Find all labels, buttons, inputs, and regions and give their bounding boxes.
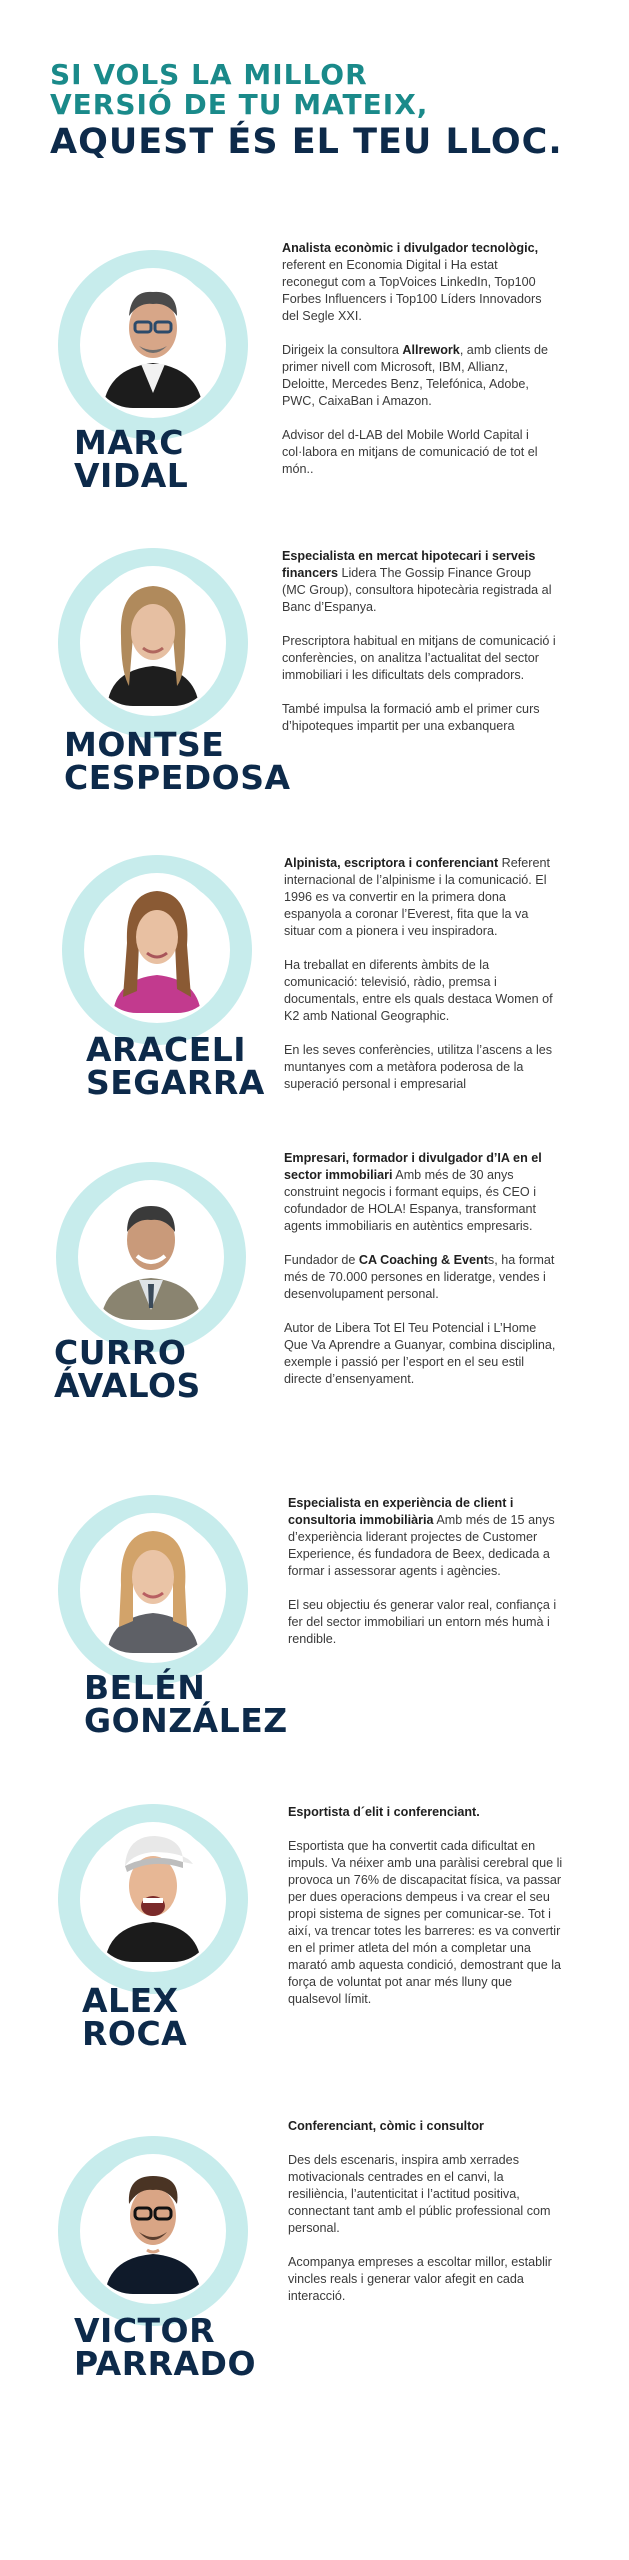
portrait-alex-roca xyxy=(58,1804,248,1994)
portrait-belen-gonzalez xyxy=(58,1495,248,1685)
speaker-name: ARACELI SEGARRA xyxy=(86,1030,265,1102)
portrait-curro-avalos xyxy=(56,1162,246,1352)
speaker-name: BELÉN GONZÁLEZ xyxy=(84,1668,288,1740)
speaker-bio: Analista econòmic i divulgador tecnològic, referent en Economia Digital i Ha estat reconegut com a TopVoices LinkedIn, Top100 Forbes Influencers i Top100 Líders Innovadors del Segle XXI. Dirigeix la consultora Allrework, amb clients de primer nivell com Microsoft, IBM, Allianz, Deloitte, Mercedes Benz, Telefónica, Adobe, PWC, CaixaBan i Amazon. Advisor del d-LAB del Mobile World Capital i col·labora en mitjans de comunicació de tot el món.. xyxy=(282,241,549,476)
speaker-name: CURRO ÁVALOS xyxy=(54,1333,201,1405)
portrait-victor-parrado xyxy=(58,2136,248,2326)
page-headline xyxy=(50,60,610,164)
speaker-bio: Empresari, formador i divulgador d’IA en el sector immobiliari Amb més de 30 anys construint negocis i formant equips, és CEO i cofundador de HOLA! Espanya, transformant agents immobiliaris en autèntics empresaris. Fundador de CA Coaching & Events, ha format més de 70.000 persones en lideratge, vendes i desenvolupament personal. Autor de Libera Tot El Teu Potencial i L’Home Que Va Aprendre a Guanyar, combina disciplina, exemple i passió per l’esport en el seu estil directe d’ensenyament. xyxy=(284,1151,556,1386)
portrait-araceli-segarra xyxy=(62,855,252,1045)
speaker-name: MARC VIDAL xyxy=(74,423,189,495)
speaker-bio: Conferenciant, còmic i consultor Des dels escenaris, inspira amb xerrades motivacionals centrades en el canvi, la resiliència, l’autenticitat i l’actitud positiva, connectant tant amb el públic professional com personal. Acompanya empreses a escoltar millor, establir vincles reals i generar valor afegit en cada interacció. xyxy=(288,2119,552,2303)
speaker-name: ALEX ROCA xyxy=(82,1981,188,2053)
speaker-name: MONTSE CESPEDOSA xyxy=(64,725,291,797)
speaker-bio: Alpinista, escriptora i conferenciant Referent internacional de l’alpinisme i la comunicació. El 1996 es va convertir en la primera dona espanyola a coronar l’Everest, fita que la va situar com a pionera i veu inspiradora. Ha treballat en diferents àmbits de la comunicació: televisió, ràdio, premsa i documentals, entre els quals destaca Women of K2 amb National Geographic. En les seves conferències, utilitza l’ascens a les muntanyes com a metàfora poderosa de la superació personal i empresarial xyxy=(284,856,553,1091)
speaker-name: VICTOR PARRADO xyxy=(74,2311,257,2383)
speaker-bio: Esportista d´elit i conferenciant. Esportista que ha convertit cada dificultat en impuls. Va néixer amb una paràlisi cerebral que li provoca un 76% de discapacitat física, va passar per dues operacions dempeus i va crear el seu propi sistema de signes per comunicar-se. Tot i així, va trencar totes les barreres: es va convertir en el primer atleta del món a completar una marató amb aquesta condició, demostrant que la força de voluntat pot anar més lluny que qualsevol límit. xyxy=(288,1805,563,2006)
speaker-bio: Especialista en experiència de client i consultoria immobiliària Amb més de 15 anys d’experiència liderant projectes de Customer Experience, és fundadora de Beex, dedicada a formar i assessorar agents i agències. El seu objectiu és generar valor real, confiança i fer del sector immobiliari un entorn més humà i rendible. xyxy=(288,1496,557,1646)
headline-line-2: VERSIÓ DE TU MATEIX, xyxy=(50,88,429,121)
portrait-marc-vidal xyxy=(58,250,248,440)
headline-line-1: SI VOLS LA MILLOR xyxy=(50,58,368,91)
portrait-montse-cespedosa xyxy=(58,548,248,738)
headline-line-3: AQUEST ÉS EL TEU LLOC. xyxy=(50,122,563,162)
speaker-bio: Especialista en mercat hipotecari i serveis financers Lidera The Gossip Finance Group (MC Group), consultora hipotecària registrada al Banc d’Espanya. Prescriptora habitual en mitjans de comunicació i conferències, on analitza l’actualitat del sector immobiliari i les dificultats dels compradors. També impulsa la formació amb el primer curs d’hipoteques impartit per una exbanquera xyxy=(282,549,556,733)
